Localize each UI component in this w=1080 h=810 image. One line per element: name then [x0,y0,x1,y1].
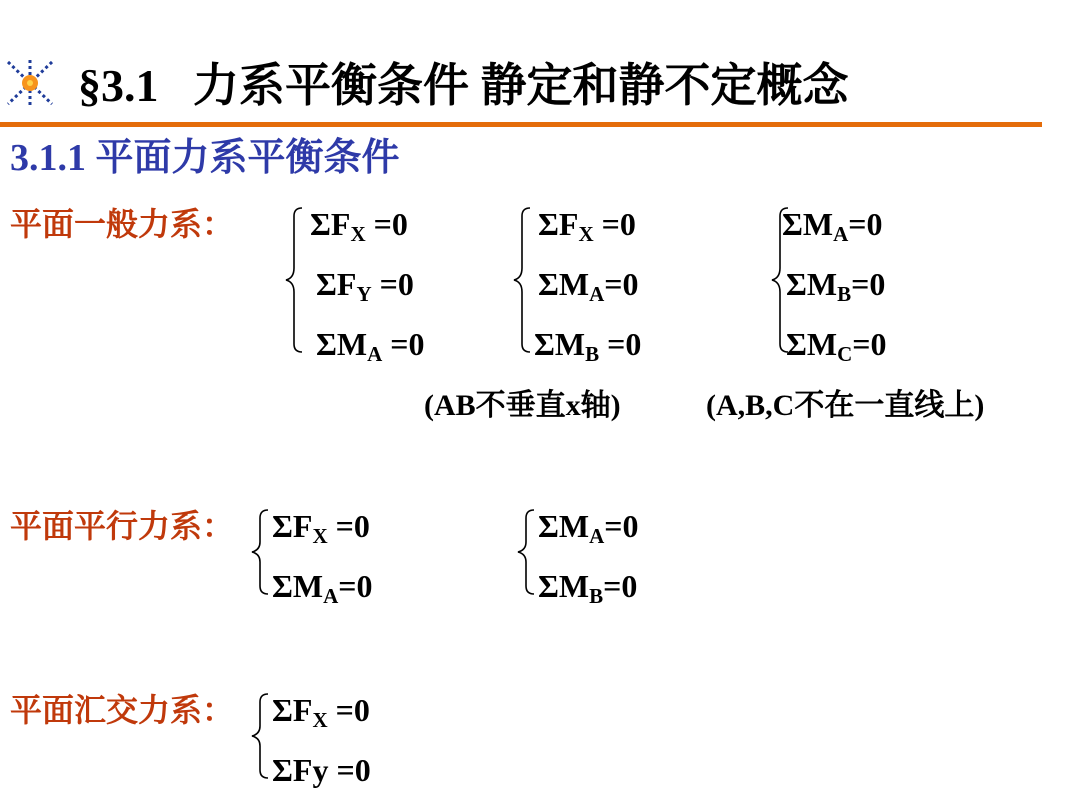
parallel-force-label: 平面平行力系： [10,508,235,544]
equation-row: $\Sigma M_A=0$ [272,568,373,608]
page-title [78,58,849,114]
equation-row: $\Sigma M_B =0$ [534,326,642,366]
section-mark: § [78,60,101,111]
equation-row: $\Sigma F_X =0$ [538,206,636,246]
equation-row: $\Sigma M_A=0$ [538,508,639,548]
equation-row: ΣFy =0 [272,752,371,788]
title-underline [0,122,1042,127]
equation-row: $\Sigma M_B=0$ [538,568,638,608]
brace-parallel-1 [250,508,270,596]
equation-row: $\Sigma M_A=0$ [782,206,883,246]
section-subtitle: 3.1.1 平面力系平衡条件 [10,137,400,179]
equation-row: $\Sigma M_C=0$ [786,326,887,366]
general-force-label: 平面一般力系： [10,206,235,242]
decorative-star-icon [4,58,56,108]
concurrent-force-label: 平面汇交力系： [10,692,235,728]
title-text: 力系平衡条件 静定和静不定概念 [193,60,849,111]
brace-general-2 [512,206,532,354]
equation-row: $\Sigma F_X =0$ [310,206,408,246]
brace-parallel-2 [516,508,536,596]
condition-note: (A,B,C不在一直线上) [706,389,985,422]
equation-row: $\Sigma F_Y =0$ [316,266,414,306]
equation-row: $\Sigma M_A=0$ [538,266,639,306]
equation-row: $\Sigma M_B=0$ [786,266,886,306]
equation-row: $\Sigma F_X =0$ [272,692,370,732]
section-number: 3.1 [101,60,159,111]
brace-concurrent [250,692,270,780]
equation-row: $\Sigma F_X =0$ [272,508,370,548]
brace-general-1 [284,206,304,354]
condition-note: (AB不垂直x轴) [424,389,621,422]
equation-row: $\Sigma M_A =0$ [316,326,425,366]
